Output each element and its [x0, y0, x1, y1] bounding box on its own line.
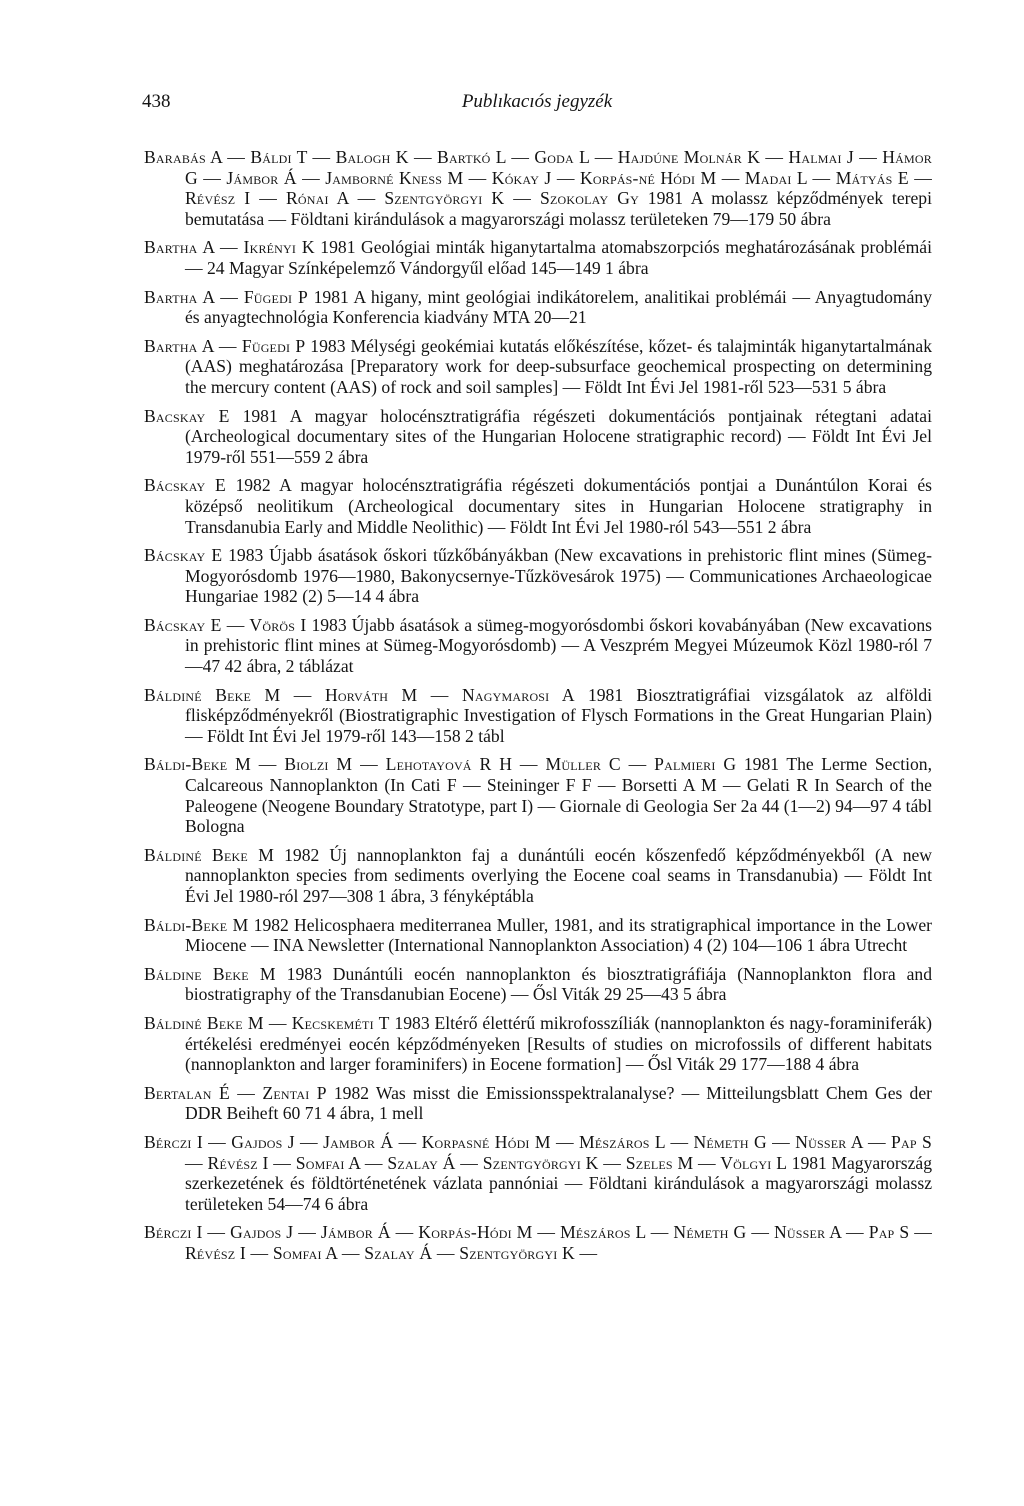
- bibliography-entry: [144, 685, 932, 747]
- entry-text: 1983 Újabb ásatások a sümeg-mogyorósdombi őskori kovabányában (New excavations in prehistoric flint mines at Sümeg-Mogyorósdomb) — A Veszprém Megyei Múzeumok Közl 1980-ról 7—47 42 ábra, 2 táblázat: [185, 614, 932, 677]
- entry-text: 1981 A molassz képződmények terepi bemutatása — Földtani kirándulások a magyarországi molassz területeken 79—179 50 ábra: [185, 188, 932, 229]
- entry-text: 1981 Geológiai minták higanytartalma atomabszorpciós meghatározásának problémái — 24 Magyar Színképelemző Vándorgyűl előad 145—149 1 ábra: [185, 237, 932, 278]
- entry-authors: Báldiné Beke M: [144, 844, 275, 865]
- bibliography-entry: [144, 615, 932, 677]
- bibliography-entry: [144, 964, 932, 1005]
- entry-text: 1981 Biosztratigráfiai vizsgálatok az alföldi flisképződményekről (Biostratigraphic Investigation of Flysch Formations in the Great Hungarian Plain) — Földt Int Évi Jel 1979-ről 143—158 2 tábl: [185, 684, 932, 746]
- entry-text: 1983 Újabb ásatások őskori tűzkőbányákban (New excavations in prehistoric flint mines (Sümeg-Mogyorósdomb 1976—1980, Bakonycsernye-Tűzkövesárok 1975) — Communicationes Archaeologicae Hungariae 1982 (2) 5—14 4 ábra: [185, 545, 932, 607]
- bibliography-entry: [144, 406, 932, 468]
- entry-text: 1981 Magyarország szerkezetének és földtörténetének vázlata pannóniai — Földtani kirándulások a magyarországi molassz területeken 54—74 6 ábra: [185, 1152, 932, 1214]
- bibliography-entry: [144, 1132, 932, 1214]
- entry-authors: Bacskay E: [144, 405, 230, 426]
- entry-text: 1982 A magyar holocénsztratigráfia régészeti dokumentációs pontjai a Dunántúlon Korai és középső neolitikum (Archeological documentary sites in Hungarian Holocene stratigraphy in Transdanubia Early and Middle Neolithic) — Földt Int Évi Jel 1980-ról 543—551 2 ábra: [185, 475, 933, 537]
- bibliography-list: [144, 147, 932, 1272]
- entry-authors: Bácskay E: [144, 475, 226, 496]
- entry-text: 1981 A higany, mint geológiai indikátorelem, analitikai problémái — Anyagtudomány és anyagtechnológia Konferencia kiadvány MTA 20—21: [185, 286, 932, 328]
- bibliography-entry: [144, 336, 932, 398]
- entry-authors: Báldi-Beke M: [144, 914, 249, 935]
- entry-text: 1982 Was misst die Emissionsspektralanalyse? — Mitteilungsblatt Chem Ges der DDR Beiheft 60 71 4 ábra, 1 mell: [185, 1082, 932, 1124]
- bibliography-entry: [144, 475, 932, 537]
- entry-authors: Báldi-Beke M — Biolzi M — Lehotayová R H — Müller C — Palmieri G: [144, 754, 737, 775]
- bibliography-entry: [144, 1083, 932, 1124]
- entry-text: 1981 The Lerme Section, Calcareous Nannoplankton (In Cati F — Steininger F F — Borsetti A M — Gelati R In Search of the Paleogene (Neogene Boundary Stratotype, part I) — Giornale di Geologia Ser 2a 44 (1—2) 94—97 4 tábl Bologna: [185, 754, 932, 837]
- entry-authors: Bartha A — Fügedi P: [144, 335, 306, 356]
- bibliography-entry: [144, 915, 932, 956]
- entry-text: 1982 Helicosphaera mediterranea Muller, 1981, and its stratigraphical importance in the Lower Miocene — INA Newsletter (International Nannoplankton Association) 4 (2) 104—106 1 ábra Utrecht: [185, 914, 932, 956]
- entry-authors: Báldine Beke M: [144, 963, 276, 984]
- entry-authors: Báldiné Beke M — Horváth M — Nagymarosi A: [144, 684, 575, 705]
- entry-text: 1983 Mélységi geokémiai kutatás előkészítése, kőzet- és talajminták higanytartalmának (AAS) meghatározása [Preparatory work for deep-subsurface geochemical prospecting on determining the mercury content (AAS) of rock and soil samples] — Földt Int Évi Jel 1981-ről 523—531 5 ábra: [185, 335, 932, 397]
- entry-authors: Bartha A — Ikrényi K: [144, 237, 315, 258]
- entry-authors: Bartha A — Fügedi P: [144, 286, 308, 307]
- bibliography-entry: [144, 1013, 932, 1075]
- bibliography-entry: [144, 237, 932, 278]
- entry-text: 1983 Eltérő élettérű mikrofosszíliák (nannoplankton és nagy-foraminiferák) értékelési eredményei eocén képződményeken [Results of studies on microfossils of different habitats (nannoplankton and larger foraminifers) in Eocene formation] — Ősl Viták 29 177—188 4 ábra: [185, 1012, 932, 1075]
- page-number: 438: [142, 91, 171, 112]
- bibliography-entry: [144, 545, 932, 607]
- entry-authors: Bácskay E: [144, 545, 223, 566]
- entry-text: 1982 Új nannoplankton faj a dunántúli eocén kőszenfedő képződményekből (A new nannoplankton species from sediments overlying the Eocene coal seams in Transdanubia) — Földt Int Évi Jel 1980-ról 297—308 1 ábra, 3 fényképtábla: [185, 844, 932, 906]
- entry-authors: Bertalan É — Zentai P: [144, 1082, 327, 1103]
- bibliography-entry: [144, 754, 932, 836]
- bibliography-entry: [144, 287, 932, 328]
- entry-authors: Barabás A — Báldi T — Balogh K — Bartkó L — Goda L — Hajdúne Molnár K — Halmai J — Hámor G — Jámbor Á — Jamborné Kness M — Kókay J — Korpás-né Hódi M — Madai L — Mátyás E — Révész I — Rónai A — Szentgyörgyi K — Szokolay Gy: [144, 147, 932, 209]
- page-header: [142, 88, 932, 116]
- entry-authors: Bácskay E — Vörös I: [144, 614, 307, 635]
- entry-authors: Bérczi I — Gajdos J — Jámbor Á — Korpás-Hódi M — Mészáros L — Németh G — Nüsser A — Pap S — Révész I — Somfai A — Szalay Á — Szentgyörgyi K —: [144, 1222, 932, 1263]
- entry-authors: Bérczi I — Gajdos J — Jambor Á — Korpasné Hódi M — Mészáros L — Németh G — Nüsser A — Pap S — Révész I — Somfai A — Szalay Á — Szentgyörgyi K — Szeles M — Völgyi L: [144, 1131, 932, 1173]
- bibliography-entry: [144, 845, 932, 907]
- bibliography-entry: [144, 147, 932, 229]
- entry-authors: Báldiné Beke M — Kecskeméti T: [144, 1012, 390, 1033]
- running-title: Publıkacıós jegyzék: [461, 91, 613, 112]
- entry-text: 1983 Dunántúli eocén nannoplankton és biosztratigráfiája (Nannoplankton flora and biostratigraphy of the Transdanubian Eocene) — Ősl Viták 29 25—43 5 ábra: [185, 963, 932, 1005]
- entry-text: 1981 A magyar holocénsztratigráfia régészeti dokumentációs pontjainak rétegtani adatai (Archeological documentary sites of the Hungarian Holocene stratigraphic record) — Földt Int Évi Jel 1979-ről 551—559 2 ábra: [185, 405, 932, 467]
- bibliography-entry: [144, 1222, 932, 1263]
